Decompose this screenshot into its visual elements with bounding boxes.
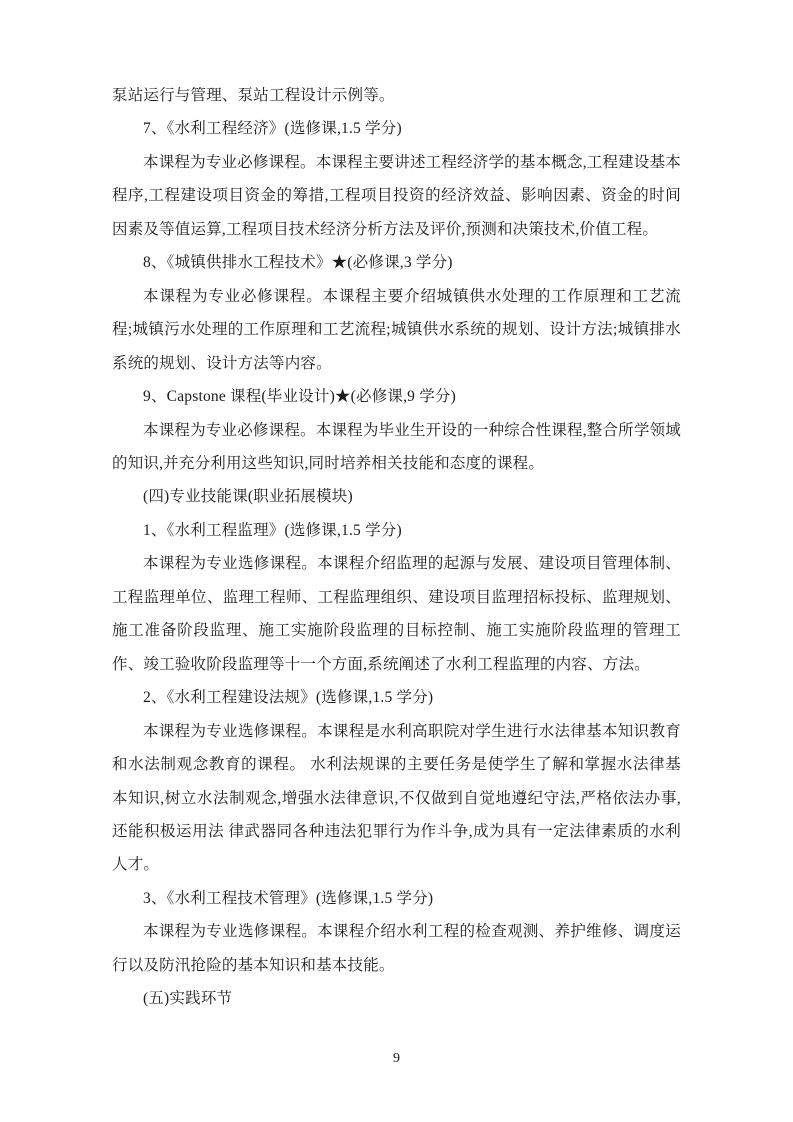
course-1-supervision-heading: 1、《水利工程监理》(选修课,1.5 学分) (143, 521, 402, 539)
page-footer (0, 1050, 793, 1068)
course-7-economics-heading: 7、《水利工程经济》(选修课,1.5 学分) (143, 120, 402, 138)
section-5-practice-heading: (五)实践环节 (143, 990, 233, 1008)
course-2-regulations-heading: 2、《水利工程建设法规》(选修课,1.5 学分) (143, 689, 434, 707)
course-9-capstone-heading: 9、Capstone 课程(毕业设计)★(必修课,9 学分) (143, 388, 456, 406)
course-9-capstone-description: 本课程为专业必修课程。本课程为毕业生开设的一种综合性课程,整合所学领域的知识,并充分利用这些知识,同时培养相关技能和态度的课程。 (112, 421, 681, 472)
paragraph-pump-station-tail: 泵站运行与管理、泵站工程设计示例等。 (112, 87, 395, 104)
course-8-water-supply-description: 本课程为专业必修课程。本课程主要介绍城镇供水处理的工作原理和工艺流程;城镇污水处理的工作原理和工艺流程;城镇供水系统的规划、设计方法;城镇排水系统的规划、设计方法等内容。 (112, 287, 681, 372)
course-7-economics-description: 本课程为专业必修课程。本课程主要讲述工程经济学的基本概念,工程建设基本程序,工程建设项目资金的筹措,工程项目投资的经济效益、影响因素、资金的时间因素及等值运算,工程项目技术经济分析方法及评价,预测和决策技术,价值工程。 (112, 153, 681, 238)
course-3-management-description: 本课程为专业选修课程。本课程介绍水利工程的检查观测、养护维修、调度运行以及防汛抢险的基本知识和基本技能。 (112, 923, 681, 974)
course-1-supervision-description: 本课程为专业选修课程。本课程介绍监理的起源与发展、建设项目管理体制、工程监理单位、监理工程师、工程监理组织、建设项目监理招标投标、监理规划、施工准备阶段监理、施工实施阶段监理的目标控制、施工实施阶段监理的管理工作、竣工验收阶段监理等十一个方面,系统阐述了水利工程监理的内容、方法。 (112, 555, 681, 673)
section-4-skills-heading: (四)专业技能课(职业拓展模块) (143, 488, 353, 506)
page-body (112, 79, 681, 1016)
page-number: 9 (393, 1051, 400, 1066)
course-8-water-supply-heading: 8、《城镇供排水工程技术》★(必修课,3 学分) (143, 254, 453, 272)
course-3-management-heading: 3、《水利工程技术管理》(选修课,1.5 学分) (143, 889, 434, 907)
course-2-regulations-description: 本课程为专业选修课程。本课程是水利高职院对学生进行水法律基本知识教育和水法制观念教育的课程。 水利法规课的主要任务是使学生了解和掌握水法律基本知识,树立水法制观念,增强水法律意识,不仅做到自觉地遵纪守法,严格依法办事,还能积极运用法 律武器同各种违法犯罪行为作斗争,成为具有一定法律素质的水利人才。 (112, 722, 681, 874)
